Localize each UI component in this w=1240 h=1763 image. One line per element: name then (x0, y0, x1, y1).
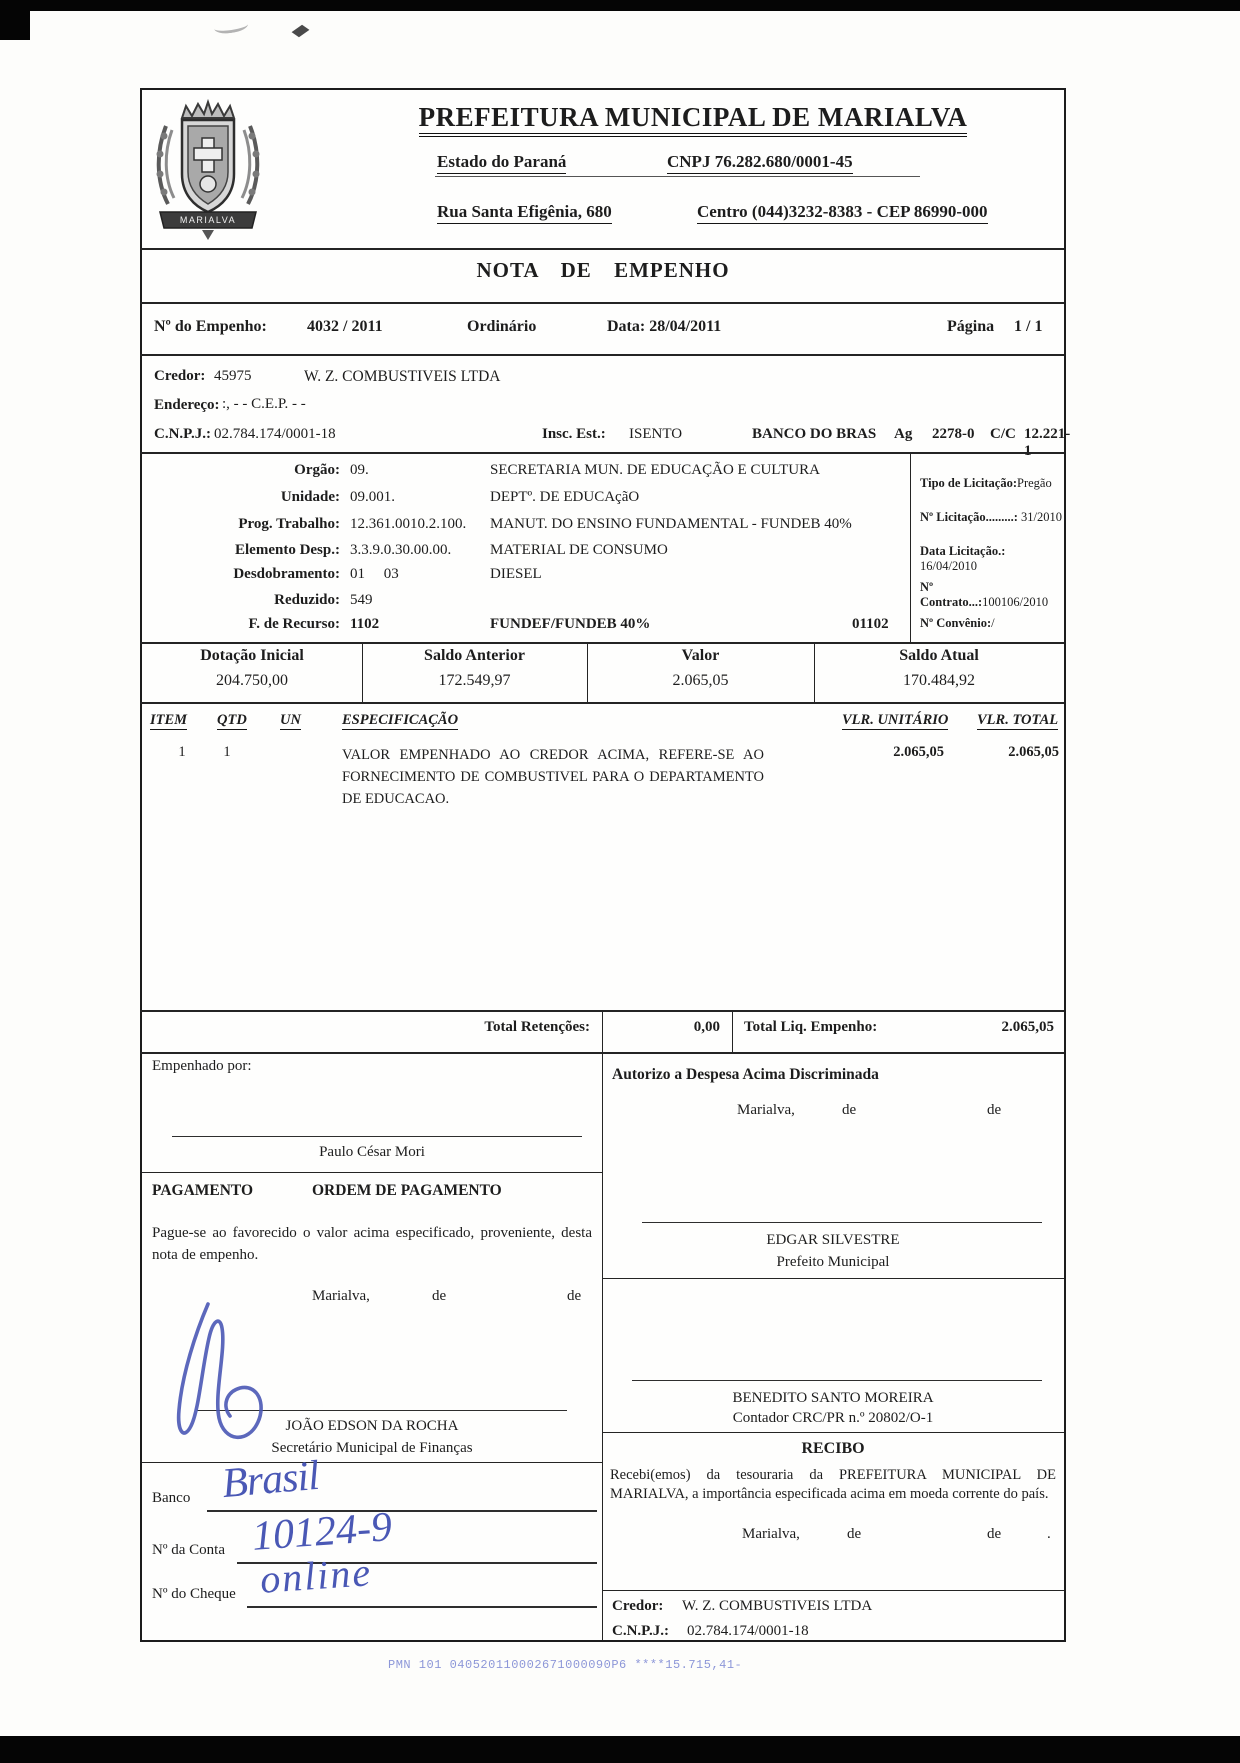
ordem-de1: de (432, 1288, 447, 1304)
prog-trabalho-code: 12.361.0010.2.100. (350, 516, 467, 532)
total-liq-label: Total Liq. Empenho: (744, 1019, 878, 1035)
item-cell-vlr-unitario: 2.065,05 (893, 744, 944, 760)
insc-value: ISENTO (629, 426, 683, 442)
header-cnpj: CNPJ 76.282.680/0001-45 (667, 152, 853, 174)
saldo-atual-header: Saldo Atual (899, 647, 979, 664)
divider-empenhado (142, 1172, 602, 1173)
agencia-label: Ag (894, 426, 913, 442)
divider-bank-section (142, 1462, 602, 1463)
autorizo-titulo: Autorizo a Despesa Acima Discriminada (612, 1066, 879, 1083)
total-retencoes-label: Total Retenções: (484, 1019, 590, 1035)
cnpj-label: C.N.P.J.: (154, 426, 211, 442)
item-cell-qtd: 1 (223, 744, 231, 760)
elemento-desp-desc: MATERIAL DE CONSUMO (490, 542, 668, 558)
scan-edge-corner (0, 0, 30, 40)
tipo-licitacao-value: Pregão (1017, 476, 1052, 490)
num-licitacao-value: 31/2010 (1020, 510, 1062, 524)
header-rule-1 (435, 176, 920, 177)
totais-divider-2 (732, 1010, 733, 1052)
total-retencoes-value: 0,00 (693, 1019, 720, 1035)
saldo-anterior-value: 172.549,97 (438, 672, 511, 689)
divider-title (140, 302, 1064, 304)
bottom-column-divider (602, 1052, 603, 1640)
unidade-label: Unidade: (280, 489, 340, 505)
contador-signature-line (632, 1380, 1042, 1381)
nota-de-empenho-form (140, 88, 1071, 1642)
recibo-de2: de (987, 1526, 1002, 1542)
empenhado-por-label: Empenhado por: (152, 1058, 252, 1074)
orgao-code: 09. (350, 462, 369, 478)
divider-licitacao (910, 452, 911, 642)
totais-divider-1 (602, 1010, 603, 1052)
empenho-number: 4032 / 2011 (307, 318, 383, 335)
agencia-value: 2278-0 (932, 426, 975, 442)
desdobramento-label: Desdobramento: (233, 566, 340, 582)
recibo-de1: de (847, 1526, 862, 1542)
prefeito-nome: EDGAR SILVESTRE (766, 1232, 900, 1248)
unidade-desc: DEPTº. DE EDUCAçãO (490, 489, 640, 505)
recibo-cidade: Marialva, (742, 1526, 800, 1542)
credor-code: 45975 (214, 368, 252, 384)
divider-contador (602, 1432, 1064, 1433)
recibo-cnpj-value: 02.784.174/0001-18 (687, 1623, 809, 1639)
cheque-handwriting: online (258, 1549, 374, 1602)
credor-name: W. Z. COMBUSTIVEIS LTDA (304, 368, 501, 385)
empenho-number-label: Nº do Empenho: (154, 318, 267, 335)
divider-prefeito (602, 1278, 1064, 1279)
logo-banner-text: MARIALVA (179, 215, 237, 225)
f-recurso-desc: FUNDEF/FUNDEB 40% (490, 616, 651, 632)
doc-title: NOTA DE EMPENHO (476, 258, 730, 282)
divider-header (140, 248, 1064, 250)
data-licitacao-value: 16/04/2010 (920, 559, 977, 573)
dotacao-inicial-value: 204.750,00 (216, 672, 288, 689)
recibo-credor-value: W. Z. COMBUSTIVEIS LTDA (682, 1598, 873, 1614)
page-value: 1 / 1 (1014, 318, 1043, 335)
contrato-value: 100106/2010 (982, 595, 1049, 609)
desdobramento-code: 01 03 (350, 566, 399, 582)
divider-recibo-credor (602, 1590, 1064, 1591)
unidade-code: 09.001. (350, 489, 395, 505)
divider-dotacao (140, 702, 1064, 704)
conta-handwriting: 10124-9 (250, 1504, 394, 1560)
valor-header: Valor (681, 647, 720, 664)
cnpj-value: 02.784.174/0001-18 (214, 426, 336, 442)
divider-orgao (140, 642, 1064, 644)
un-header: UN (280, 712, 301, 728)
saldo-atual-value: 170.484,92 (903, 672, 975, 689)
item-cell-item: 1 (178, 744, 186, 760)
empenhado-nome: Paulo César Mori (319, 1144, 425, 1160)
elemento-desp-label: Elemento Desp.: (235, 542, 340, 558)
item-cell-vlr-total: 2.065,05 (1008, 744, 1059, 760)
vlr-total-header: VLR. TOTAL (977, 712, 1059, 728)
elemento-desp-code: 3.3.9.0.30.00.00. (350, 542, 452, 558)
convenio-label: Nº Convênio: (920, 616, 992, 630)
endereco-label: Endereço: (154, 397, 220, 413)
tipo-licitacao-label: Tipo de Licitação: (920, 476, 1017, 490)
especificacao-header: ESPECIFICAÇÃO (342, 712, 459, 728)
desdobramento-desc: DIESEL (490, 566, 542, 582)
form-header (142, 90, 1064, 248)
autorizo-de1: de (842, 1102, 857, 1118)
prefeito-cargo: Prefeito Municipal (776, 1254, 890, 1270)
prog-trabalho-label: Prog. Trabalho: (238, 516, 340, 532)
divider-credor (140, 452, 1064, 454)
date-label: Data: (607, 318, 646, 335)
prefeito-signature-line (642, 1222, 1042, 1223)
org-name (322, 102, 1064, 133)
scan-edge-top (0, 0, 1240, 11)
ordem-cidade: Marialva, (312, 1288, 370, 1304)
conta-corrente-label: C/C (990, 426, 1016, 442)
vlr-unitario-header: VLR. UNITÁRIO (842, 712, 949, 728)
f-recurso-code: 1102 (350, 616, 380, 632)
coat-of-arms-logo (152, 96, 264, 242)
qtd-header: QTD (217, 712, 247, 728)
recibo-titulo: RECIBO (801, 1440, 865, 1457)
endereco-value: :, - - C.E.P. - - (222, 396, 306, 412)
item-header: ITEM (150, 712, 188, 728)
ordem-pagamento-label: ORDEM DE PAGAMENTO (312, 1182, 502, 1199)
contador-nome: BENEDITO SANTO MOREIRA (732, 1390, 934, 1406)
dotacao-divider-3 (814, 642, 815, 702)
handwritten-signature (164, 1298, 294, 1458)
empenho-kind: Ordinário (467, 318, 537, 335)
printer-control-line: PMN 101 040520110002671000090P6 ****15.715,41- (388, 1658, 743, 1672)
f-recurso-label: F. de Recurso: (248, 616, 340, 632)
banco-nome: BANCO DO BRAS (752, 426, 877, 442)
pagamento-label: PAGAMENTO (152, 1182, 254, 1199)
conta-field-label: Nº da Conta (152, 1542, 225, 1558)
secretario-cargo: Secretário Municipal de Finanças (271, 1440, 473, 1456)
contador-cargo: Contador CRC/PR n.º 20802/O-1 (732, 1410, 934, 1426)
reduzido-code: 549 (350, 592, 373, 608)
data-licitacao-label: Data Licitação.: (920, 544, 1006, 558)
ordem-pagamento-texto: Pague-se ao favorecido o valor acima especificado, proveniente, desta nota de empenho. (152, 1225, 592, 1263)
contrato-label: Nº Contrato...: (920, 580, 983, 609)
page-label: Página (947, 318, 995, 335)
date-value: 28/04/2011 (649, 318, 722, 335)
cheque-field-label: Nº do Cheque (152, 1586, 236, 1602)
orgao-desc: SECRETARIA MUN. DE EDUCAÇÃO E CULTURA (490, 462, 820, 478)
autorizo-cidade: Marialva, (737, 1102, 795, 1118)
saldo-anterior-header: Saldo Anterior (424, 647, 525, 664)
scan-smudge (213, 18, 248, 36)
total-liq-value: 2.065,05 (1001, 1019, 1054, 1035)
convenio-value: / (991, 616, 995, 630)
recibo-ponto: . (1047, 1526, 1051, 1542)
divider-empenho (140, 354, 1064, 356)
header-address: Rua Santa Efigênia, 680 (437, 202, 612, 224)
header-address2: Centro (044)3232-8383 - CEP 86990-000 (697, 202, 988, 224)
reduzido-label: Reduzido: (274, 592, 340, 608)
secretario-nome: JOÃO EDSON DA ROCHA (285, 1418, 459, 1434)
conta-corrente-value: 12.221-1 (1024, 426, 1071, 459)
ordem-de2: de (567, 1288, 582, 1304)
recibo-texto: Recebi(emos) da tesouraria da PREFEITURA MUNICIPAL DE MARIALVA, a importância especificada acima em moeda corrente do país. (610, 1467, 1056, 1502)
header-state: Estado do Paraná (437, 152, 566, 174)
cheque-field-line (247, 1606, 597, 1608)
autorizo-de2: de (987, 1102, 1002, 1118)
orgao-label: Orgão: (294, 462, 340, 478)
scan-edge-bottom (0, 1736, 1240, 1763)
org-name-text: PREFEITURA MUNICIPAL DE MARIALVA (419, 102, 968, 137)
empenhado-signature-line (172, 1136, 582, 1137)
banco-handwriting: Brasil (220, 1452, 321, 1508)
item-cell-especificacao: VALOR EMPENHADO AO CREDOR ACIMA, REFERE-SE AO FORNECIMENTO DE COMBUSTIVEL PARA O DEPARTAMENTO DE EDUCACAO. (342, 747, 764, 807)
dotacao-inicial-header: Dotação Inicial (200, 647, 304, 664)
prog-trabalho-desc: MANUT. DO ENSINO FUNDAMENTAL - FUNDEB 40% (490, 516, 852, 532)
valor-value: 2.065,05 (672, 672, 729, 689)
scan-mark (292, 25, 310, 37)
dotacao-divider-2 (587, 642, 588, 702)
f-recurso-extra: 01102 (852, 616, 889, 632)
credor-label: Credor: (154, 368, 206, 384)
insc-label: Insc. Est.: (542, 426, 606, 442)
num-licitacao-label: Nº Licitação.........: (920, 510, 1018, 524)
banco-field-label: Banco (152, 1490, 191, 1506)
recibo-cnpj-label: C.N.P.J.: (612, 1623, 669, 1639)
dotacao-divider-1 (362, 642, 363, 702)
recibo-credor-label: Credor: (612, 1598, 664, 1614)
